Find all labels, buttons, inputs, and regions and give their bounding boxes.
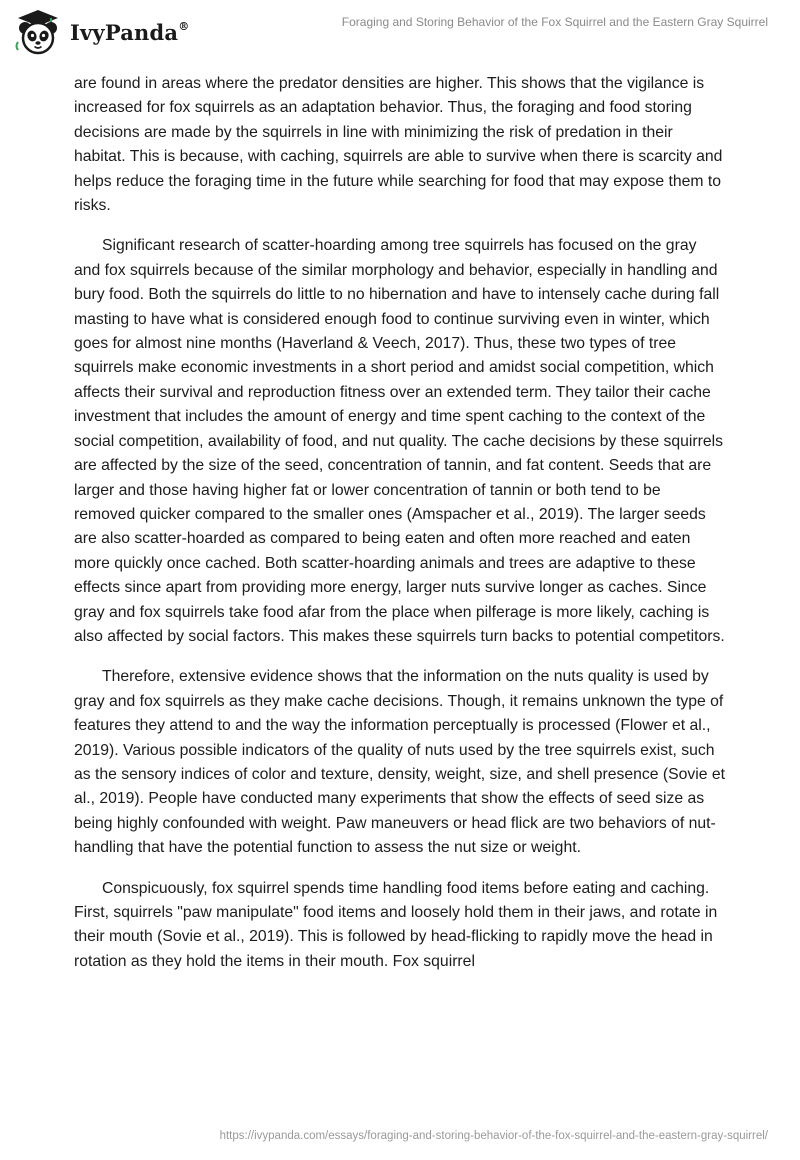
source-url[interactable]: https://ivypanda.com/essays/foraging-and-storing-behavior-of-the-fox-squirrel-and-the-eastern-gray-squirrel/ <box>219 1130 768 1142</box>
panda-graduate-icon <box>12 8 64 56</box>
paragraph: Conspicuously, fox squirrel spends time handling food items before eating and caching. First, squirrels "paw manipulate" food items and loosely hold them in their jaws, and rotate in their mouth (Sovie et al., 2019). This is followed by head-flicking to rapidly move the head in rotation as they hold the items in their mouth. Fox squirrel <box>74 879 718 970</box>
document-title: Foraging and Storing Behavior of the Fox Squirrel and the Eastern Gray Squirrel <box>341 15 768 29</box>
paragraph: are found in areas where the predator densities are higher. This shows that the vigilance is increased for fox squirrels as an adaptation behavior. Thus, the foraging and food storing decisions are made by the squirrels in line with minimizing the risk of predation in their habitat. This is because, with caching, squirrels are able to survive when there is scarcity and helps reduce the foraging time in the future while searching for food that may expose them to risks. <box>74 75 723 215</box>
registered-mark: ® <box>178 19 190 33</box>
essay-body <box>74 72 726 990</box>
paragraph: Therefore, extensive evidence shows that the information on the nuts quality is used by gray and fox squirrels as they make cache decisions. Though, it remains unknown the type of features they attend to and the way the information perceptually is processed (Flower et al., 2019). Various possible indicators of the quality of nuts used by the tree squirrels exist, such as the sensory indices of color and texture, density, weight, size, and shell presence (Sovie et al., 2019). People have conducted many experiments that show the effects of seed size as being highly confounded with weight. Paw maneuvers or head flick are two behaviors of nut-handling that have the potential function to assess the nut size or weight. <box>74 668 726 857</box>
brand-logo[interactable] <box>12 8 189 56</box>
page-header <box>0 0 800 64</box>
brand-name <box>70 20 189 45</box>
paragraph: Significant research of scatter-hoarding among tree squirrels has focused on the gray and fox squirrels because of the similar morphology and behavior, especially in handling and bury food. Both the squirrels do little to no hibernation and have to intensely cache during fall masting to have what is considered enough food to continue surviving even in winter, which goes for almost nine months (Haverland & Veech, 2017). Thus, these two types of tree squirrels make economic investments in a short period and amidst social competition, which affects their survival and reproduction fitness over an extended term. They tailor their cache investment that includes the amount of energy and time spent caching to the context of the social competition, availability of food, and nut quality. The cache decisions by these squirrels are affected by the size of the seed, concentration of tannin, and fat content. Seeds that are larger and those having higher fat or lower concentration of tannin or both tend to be removed quicker compared to the smaller ones (Amspacher et al., 2019). The larger seeds are also scatter-hoarded as compared to being eaten and often more reached and eaten more quickly once cached. Both scatter-hoarding animals and trees are adaptive to these effects since apart from providing more energy, larger nuts survive longer as caches. Since gray and fox squirrels take food afar from the place when pilferage is more likely, caching is also affected by social factors. This makes these squirrels turn backs to potential competitors. <box>74 237 725 645</box>
brand-name-text: IvyPanda <box>70 19 179 45</box>
